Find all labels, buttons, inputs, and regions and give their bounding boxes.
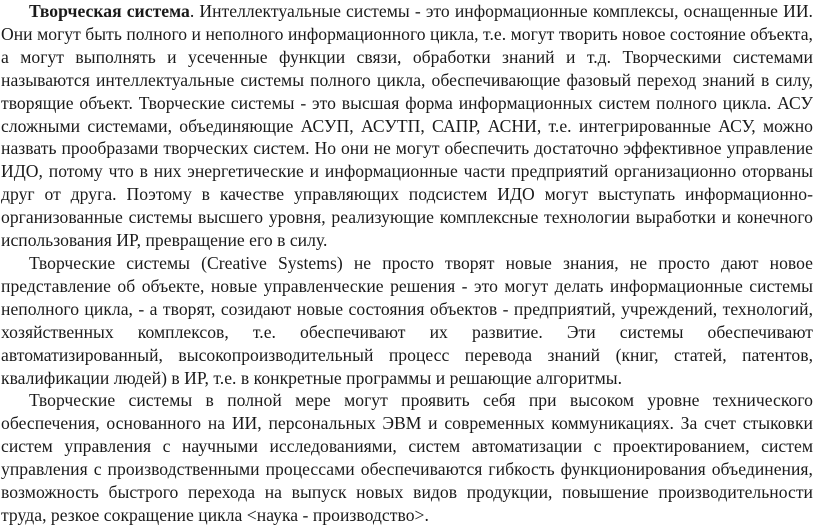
document-body bbox=[1, 0, 813, 527]
paragraph-1-text: . Интеллектуальные системы - это информационные комплексы, оснащенные ИИ. Они могут быть полного и неполного информационного цикла, т.е. могут творить новое состояние объекта, а могут выполнять и усеченные функции связи, обработки знаний и т.д. Творческими системами называются интеллектуальные системы полного цикла, обеспечивающие фазовый переход знаний в силу, творящие объект. Творческие системы - это высшая форма информационных систем полного цикла. АСУ сложными системами, объединяющие АСУП, АСУТП, САПР, АСНИ, т.е. интегрированные АСУ, можно назвать прообразами творческих систем. Но они не могут обеспечить достаточно эффективное управление ИДО, потому что в них энергетические и информационные части предприятий организационно оторваны друг от друга. Поэтому в качестве управляющих подсистем ИДО могут выступать информационно-организованные системы высшего уровня, реализующие комплексные технологии выработки и конечного использования ИР, превращение его в силу. bbox=[1, 1, 813, 251]
paragraph-2: Творческие системы (Creative Systems) не просто творят новые знания, не просто дают новое представление об объекте, новые управленческие решения - это могут делать информационные системы неполного цикла, - а творят, созидают новые состояния объектов - предприятий, учреждений, технологий, хозяйственных комплексов, т.е. обеспечивают их развитие. Эти системы обеспечивают автоматизированный, высокопроизводительный процесс перевода знаний (книг, статей, патентов, квалификации людей) в ИР, т.е. в конкретные программы и решающие алгоритмы. bbox=[1, 252, 813, 388]
paragraph-3: Творческие системы в полной мере могут проявить себя при высоком уровне технического обеспечения, основанного на ИИ, персональных ЭВМ и современных коммуникациях. За счет стыковки систем управления с научными исследованиями, систем автоматизации с проектированием, систем управления с производственными процессами обеспечиваются гибкость функционирования объединения, возможность быстрого перехода на выпуск новых видов продукции, повышение производительности труда, резкое сокращение цикла <наука - производство>. bbox=[1, 390, 813, 525]
term-creative-system: Творческая система bbox=[29, 1, 190, 21]
paragraph-1 bbox=[1, 0, 813, 252]
